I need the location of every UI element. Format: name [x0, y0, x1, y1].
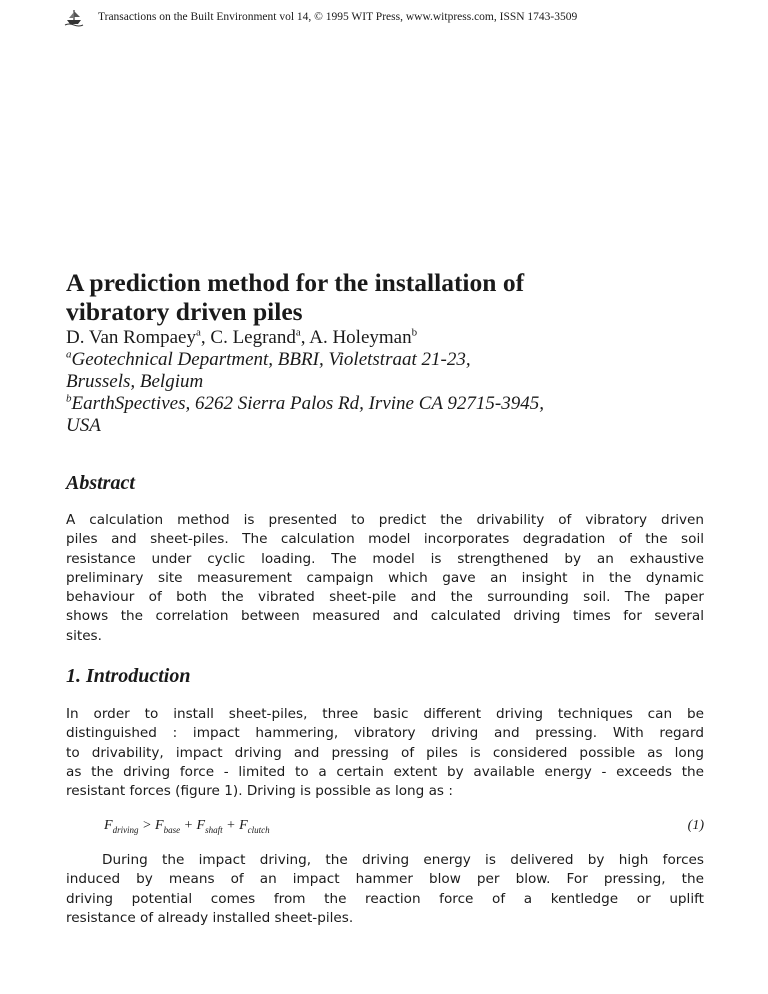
text-line: to drivability, impact driving and pressing of piles is considered possible as long — [66, 744, 704, 761]
text-line: behaviour of both the vibrated sheet-pile and the surrounding soil. The paper — [66, 589, 704, 606]
text-line: resistant forces (figure 1). Driving is possible as long as : — [66, 783, 453, 800]
text-line: induced by means of an impact hammer blow per blow. For pressing, the — [66, 871, 704, 888]
text-line: distinguished : impact hammering, vibratory driving and pressing. With regard — [66, 725, 704, 742]
affiliation-a-line-1: $^a$Geotechnical Department, BBRI, Violetstraat 21-23, — [66, 348, 471, 370]
author-line — [66, 327, 716, 349]
equation-expression: $F_{driving} > F_{base} + F_{shaft} + F_{clutch}$ — [104, 818, 270, 835]
affil-mark: b — [66, 392, 72, 405]
subscript: base — [163, 824, 181, 835]
text-line: as the driving force - limited to a certain extent by available energy - exceeds the — [66, 763, 704, 780]
author-name: D. Van Rompaey — [66, 327, 196, 348]
text-line: A calculation method is presented to predict the drivability of vibratory driven — [66, 512, 704, 528]
affiliation-b-line-2: USA — [66, 415, 101, 436]
text-line: preliminary site measurement campaign which gave an insight in the dynamic — [66, 569, 704, 586]
introduction-paragraph-2 — [66, 851, 704, 928]
subscript: driving — [112, 824, 139, 835]
author-separator: , — [300, 327, 310, 348]
text-line: piles and sheet-piles. The calculation model incorporates degradation of the soil — [66, 531, 704, 548]
author-affil-mark: a — [295, 326, 301, 339]
equation-number: (1) — [687, 818, 704, 833]
text-line: resistance under cyclic loading. The model is strengthened by an exhaustive — [66, 550, 704, 567]
abstract-body — [66, 511, 704, 646]
text-line: In order to install sheet-piles, three basic different driving techniques can be — [66, 706, 704, 722]
text-line: driving potential comes from the reaction force of a kentledge or uplift — [66, 890, 704, 907]
affiliation-a-line-2: Brussels, Belgium — [66, 371, 204, 392]
text-line: resistance of already installed sheet-piles. — [66, 909, 354, 926]
authors-and-affiliations — [66, 327, 716, 437]
subscript: shaft — [205, 824, 223, 835]
text-line: shows the correlation between measured and calculated driving times for several — [66, 608, 704, 625]
text-line: sites. — [66, 627, 102, 644]
page-header — [64, 8, 748, 28]
subscript: clutch — [247, 824, 270, 835]
introduction-paragraph-1 — [66, 705, 704, 801]
author-name: C. Legrand — [210, 327, 296, 348]
introduction-heading: 1. Introduction — [66, 665, 191, 687]
title-line-2: vibratory driven piles — [66, 297, 303, 326]
text-line: During the impact driving, the driving energy is delivered by high forces — [102, 852, 704, 868]
equation-1 — [104, 818, 704, 838]
paper-title — [66, 268, 706, 326]
author-affil-mark: a — [196, 326, 201, 339]
title-line-1: A prediction method for the installation of — [66, 268, 525, 297]
publisher-logo-icon — [64, 8, 84, 28]
author-name: A. Holeyman — [309, 327, 412, 348]
header-citation: Transactions on the Built Environment vol 14, © 1995 WIT Press, www.witpress.com, ISSN 1743-3509 — [98, 11, 578, 23]
abstract-heading: Abstract — [66, 472, 135, 494]
affiliation-b-line-1: $^b$EarthSpectives, 6262 Sierra Palos Rd, Irvine CA 92715-3945, — [66, 392, 544, 414]
author-affil-mark: b — [411, 326, 418, 339]
author-separator: , — [200, 327, 211, 348]
affil-mark: a — [66, 348, 72, 361]
